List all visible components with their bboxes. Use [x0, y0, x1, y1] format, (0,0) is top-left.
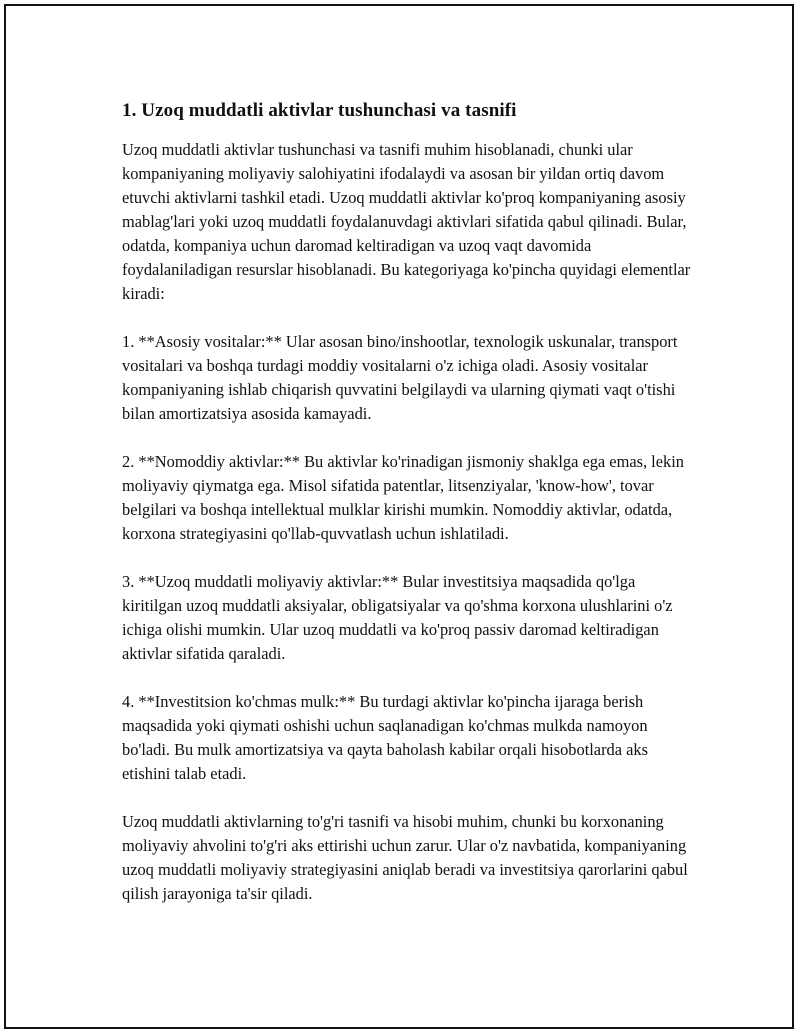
page-border [4, 4, 794, 1029]
list-item-asosiy-vositalar: 1. **Asosiy vositalar:** Ular asosan bino/inshootlar, texnologik uskunalar, transport vositalari va boshqa turdagi moddiy vositalarni o'z ichiga oladi. Asosiy vositalar kompaniyaning ishlab chiqarish quvvatini belgilaydi va ularning qiymati vaqt o'tishi bilan amortizatsiya asosida kamayadi. [122, 332, 678, 423]
list-item-nomoddiy-aktivlar: 2. **Nomoddiy aktivlar:** Bu aktivlar ko'rinadigan jismoniy shaklga ega emas, lekin moliyaviy qiymatga ega. Misol sifatida patentlar, litsenziyalar, 'know-how', tovar belgilari va boshqa intellektual mulklar kirishi mumkin. Nomoddiy aktivlar, odatda, korxona strategiyasini qo'llab-quvvatlash uchun ishlatiladi. [122, 452, 684, 543]
document-title: 1. Uzoq muddatli aktivlar tushunchasi va tasnifi [122, 100, 517, 121]
intro-paragraph: Uzoq muddatli aktivlar tushunchasi va tasnifi muhim hisoblanadi, chunki ular kompaniyaning moliyaviy salohiyatini ifodalaydi va asosan bir yildan ortiq davom etuvchi aktivlarni tashkil etadi. Uzoq muddatli aktivlar ko'proq kompaniyaning asosiy mablag'lari yoki uzoq muddatli foydalanuvdagi aktivlari sifatida qabul qilinadi. Bular, odatda, kompaniya uchun daromad keltiradigan va uzoq vaqt davomida foydalaniladigan resurslar hisoblanadi. Bu kategoriyaga ko'pincha quyidagi elementlar kiradi: [122, 140, 691, 303]
list-item-kochmas-mulk: 4. **Investitsion ko'chmas mulk:** Bu turdagi aktivlar ko'pincha ijaraga berish maqsadida yoki qiymati oshishi uchun saqlanadigan ko'chmas mulkda namoyon bo'ladi. Bu mulk amortizatsiya va qayta baholash kabilar orqali hisobotlarda aks etishini talab etadi. [122, 692, 648, 783]
conclusion-paragraph: Uzoq muddatli aktivlarning to'g'ri tasnifi va hisobi muhim, chunki bu korxonaning moliyaviy ahvolini to'g'ri aks ettirishi uchun zarur. Ular o'z navbatida, kompaniyaning uzoq muddatli moliyaviy strategiyasini aniqlab beradi va investitsiya qarorlarini qabul qilish jarayoniga ta'sir qiladi. [122, 812, 688, 903]
document-body [122, 98, 696, 906]
list-item-moliyaviy-aktivlar: 3. **Uzoq muddatli moliyaviy aktivlar:** Bular investitsiya maqsadida qo'lga kiritilgan uzoq muddatli aksiyalar, obligatsiyalar va qo'shma korxona ulushlarini o'z ichiga olishi mumkin. Ular uzoq muddatli va ko'proq passiv daromad keltiradigan aktivlar sifatida qaraladi. [122, 572, 673, 663]
